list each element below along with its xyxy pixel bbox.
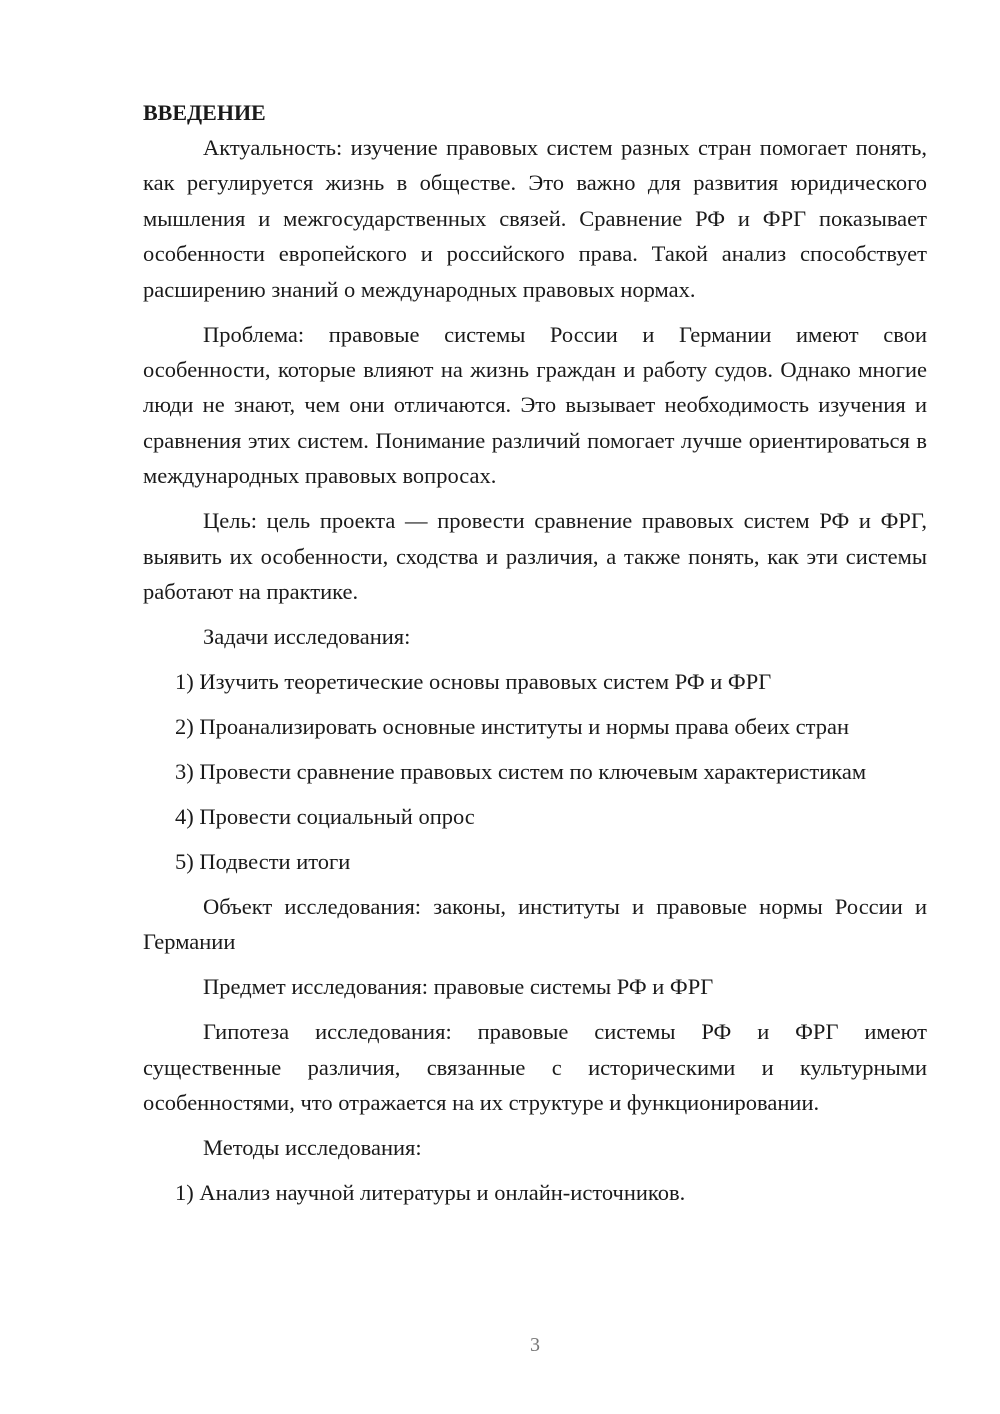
paragraph-relevance: Актуальность: изучение правовых систем разных стран помогает понять, как регулируется жизнь в обществе. Это важно для развития юридического мышления и межгосударственных связей. Сравнение РФ и ФРГ показывает особенности европейского и российского права. Такой анализ способствует расширению знаний о международных правовых нормах.: [143, 135, 927, 302]
page-content: [143, 95, 927, 1220]
task-item: 1) Изучить теоретические основы правовых систем РФ и ФРГ: [175, 669, 772, 695]
paragraph-object: Объект исследования: законы, институты и правовые нормы России и Германии: [143, 894, 927, 955]
tasks-heading: Задачи исследования:: [203, 624, 411, 650]
paragraph-problem: Проблема: правовые системы России и Германии имеют свои особенности, которые влияют на жизнь граждан и работу судов. Однако многие люди не знают, чем они отличаются. Это вызывает необходимость изучения и сравнения этих систем. Понимание различий помогает лучше ориентироваться в международных правовых вопросах.: [143, 321, 927, 489]
page-title: ВВЕДЕНИЕ: [143, 100, 266, 125]
task-item: 4) Провести социальный опрос: [175, 804, 475, 830]
task-item: 3) Провести сравнение правовых систем по ключевым характеристикам: [175, 759, 867, 785]
methods-heading: Методы исследования:: [203, 1135, 422, 1161]
task-item: 2) Проанализировать основные институты и нормы права обеих стран: [175, 714, 850, 740]
paragraph-hypothesis: Гипотеза исследования: правовые системы РФ и ФРГ имеют существенные различия, связанные с историческими и культурными особенностями, что отражается на их структуре и функционировании.: [143, 1019, 927, 1116]
paragraph-subject: Предмет исследования: правовые системы РФ и ФРГ: [203, 974, 714, 1000]
page-number: 3: [530, 1334, 540, 1356]
paragraph-goal: Цель: цель проекта — провести сравнение правовых систем РФ и ФРГ, выявить их особенности, сходства и различия, а также понять, как эти системы работают на практике.: [143, 508, 927, 605]
task-item: 5) Подвести итоги: [175, 849, 351, 875]
method-item: 1) Анализ научной литературы и онлайн-источников.: [175, 1180, 686, 1206]
